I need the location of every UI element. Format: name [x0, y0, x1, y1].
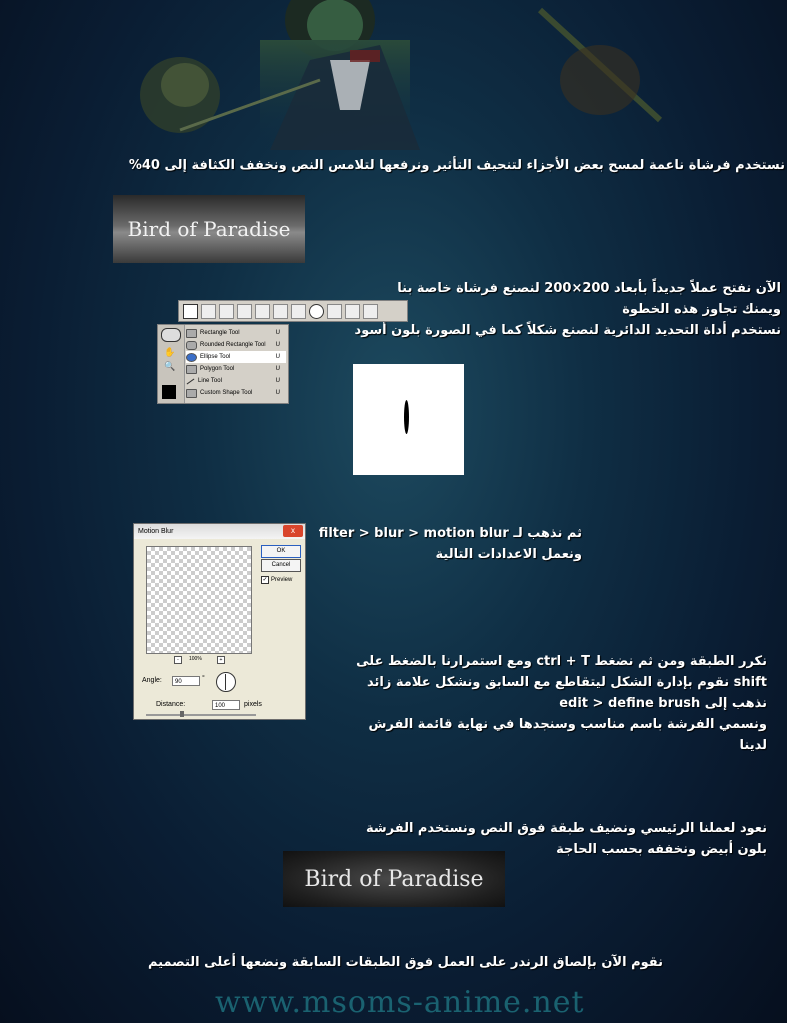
shortcut-key: U — [275, 366, 280, 372]
ellipse-icon — [186, 353, 197, 362]
text-line: بلون أبيض ونخففه بحسب الحاجة — [556, 842, 767, 857]
item-label: Custom Shape Tool — [200, 390, 253, 396]
zoom-out-button[interactable]: - — [174, 656, 182, 664]
zoom-level: 100% — [189, 656, 202, 662]
black-ellipse-shape — [404, 400, 409, 434]
step-paragraph-3 — [319, 523, 582, 565]
anime-artwork — [120, 0, 720, 150]
zoom-in-button[interactable]: + — [217, 656, 225, 664]
text-line: الآن نفتح عملاً جديداً بأبعاد 200×200 لنصنع فرشاة خاصة بنا — [397, 281, 781, 296]
flyout-item-polygon[interactable] — [186, 363, 286, 375]
shortcut-key: U — [275, 354, 280, 360]
cancel-button[interactable]: Cancel — [261, 559, 301, 572]
distance-input[interactable]: 100 — [212, 700, 240, 710]
text-line: نذهب إلى edit > define brush — [559, 696, 767, 711]
text-line: نكرر الطبقة ومن ثم نضغط ctrl + T ومع استمرارنا بالضغط على — [356, 654, 767, 669]
shortcut-key: U — [275, 330, 280, 336]
flyout-item-rounded-rectangle[interactable] — [186, 339, 286, 351]
angle-unit: ° — [202, 675, 205, 682]
shortcut-key: U — [275, 390, 280, 396]
custom-shape-icon — [186, 389, 197, 398]
bird-of-paradise-banner-1 — [113, 195, 305, 263]
freeform-pen-icon[interactable] — [255, 304, 270, 319]
angle-label: Angle: — [142, 677, 162, 684]
polygon-icon — [186, 365, 197, 374]
angle-input[interactable]: 90 — [172, 676, 200, 686]
toolbox-strip — [158, 325, 185, 403]
hand-icon[interactable]: ✋ — [164, 347, 176, 357]
distance-slider-track[interactable] — [146, 714, 256, 716]
text-line: ثم نذهب لـ filter > blur > motion blur — [318, 526, 582, 541]
line-icon[interactable] — [345, 304, 360, 319]
zoom-icon[interactable]: 🔍 — [164, 361, 176, 371]
line-icon — [187, 378, 195, 384]
rounded-rectangle-icon[interactable] — [291, 304, 306, 319]
pen-icon[interactable] — [237, 304, 252, 319]
preview-area — [146, 546, 252, 654]
foreground-color-swatch[interactable] — [162, 385, 176, 399]
ellipse-icon[interactable] — [309, 304, 324, 319]
dialog-title-bar — [134, 524, 305, 539]
item-label: Rounded Rectangle Tool — [200, 342, 266, 348]
shape-layers-icon[interactable] — [183, 304, 198, 319]
text-line: نقوم الآن بإلصاق الرندر على العمل فوق الطبقات السابقة ونضعها أعلى التصميم — [147, 955, 663, 970]
text-line: ونسمي الفرشة باسم مناسب وسنجدها في نهاية قائمة الفرش — [368, 717, 767, 732]
site-watermark: www.msoms-anime.net — [215, 985, 585, 1020]
shortcut-key: U — [275, 342, 280, 348]
preview-label: Preview — [271, 577, 293, 583]
brush-canvas-preview — [353, 364, 464, 475]
custom-shape-icon[interactable] — [363, 304, 378, 319]
shape-tool-flyout — [157, 324, 289, 404]
polygon-icon[interactable] — [327, 304, 342, 319]
text-line: نستخدم فرشاة ناعمة لمسح بعض الأجزاء لتنحيف التأثير ونرفعها لتلامس النص ونخفف الكثافة إلى 40% — [128, 158, 785, 173]
step-paragraph-2 — [355, 278, 781, 341]
item-label: Rectangle Tool — [200, 330, 240, 336]
item-label: Ellipse Tool — [200, 354, 231, 360]
flyout-item-line[interactable] — [186, 375, 286, 387]
step-paragraph-4 — [356, 651, 767, 756]
fill-pixels-icon[interactable] — [219, 304, 234, 319]
text-line: ونعمل الاعدادات التالية — [435, 547, 582, 562]
rectangle-icon — [186, 329, 197, 338]
dialog-title: Motion Blur — [138, 528, 174, 535]
banner-text: Bird of Paradise — [127, 217, 291, 241]
step-paragraph-1 — [129, 155, 785, 176]
shape-options-toolbar — [178, 300, 408, 322]
motion-blur-dialog — [133, 523, 306, 720]
text-line: نعود لعملنا الرئيسي ونضيف طبقة فوق النص ونستخدم الفرشة — [365, 821, 767, 836]
rectangle-icon[interactable] — [273, 304, 288, 319]
flyout-item-rectangle[interactable] — [186, 327, 286, 339]
item-label: Polygon Tool — [200, 366, 235, 372]
preview-checkbox[interactable] — [261, 576, 292, 584]
distance-label: Distance: — [156, 701, 186, 708]
rounded-rectangle-icon — [186, 341, 197, 350]
angle-dial[interactable] — [216, 672, 236, 692]
shortcut-key: U — [275, 378, 280, 384]
distance-slider-handle[interactable] — [180, 711, 184, 717]
ok-button[interactable]: OK — [261, 545, 301, 558]
text-line: ويمنك تجاوز هذه الخطوة — [622, 302, 781, 317]
distance-unit: pixels — [244, 701, 262, 708]
bird-of-paradise-banner-2 — [283, 851, 505, 907]
text-line: لدينا — [739, 738, 767, 753]
text-line: نستخدم أداة التحديد الدائرية لنصنع شكلاً كما في الصورة بلون أسود — [354, 323, 781, 338]
item-label: Line Tool — [198, 378, 222, 384]
step-paragraph-6 — [148, 952, 663, 973]
close-button[interactable]: x — [283, 525, 303, 537]
banner-text: Bird of Paradise — [304, 866, 484, 892]
flyout-item-ellipse[interactable] — [186, 351, 286, 363]
ellipse-tool-icon[interactable] — [161, 328, 181, 342]
flyout-item-custom-shape[interactable] — [186, 387, 286, 399]
paths-icon[interactable] — [201, 304, 216, 319]
text-line: shift نقوم بإدارة الشكل ليتقاطع مع السابق ونشكل علامة زائد — [367, 675, 767, 690]
checkbox-check-icon: ✓ — [262, 577, 268, 583]
